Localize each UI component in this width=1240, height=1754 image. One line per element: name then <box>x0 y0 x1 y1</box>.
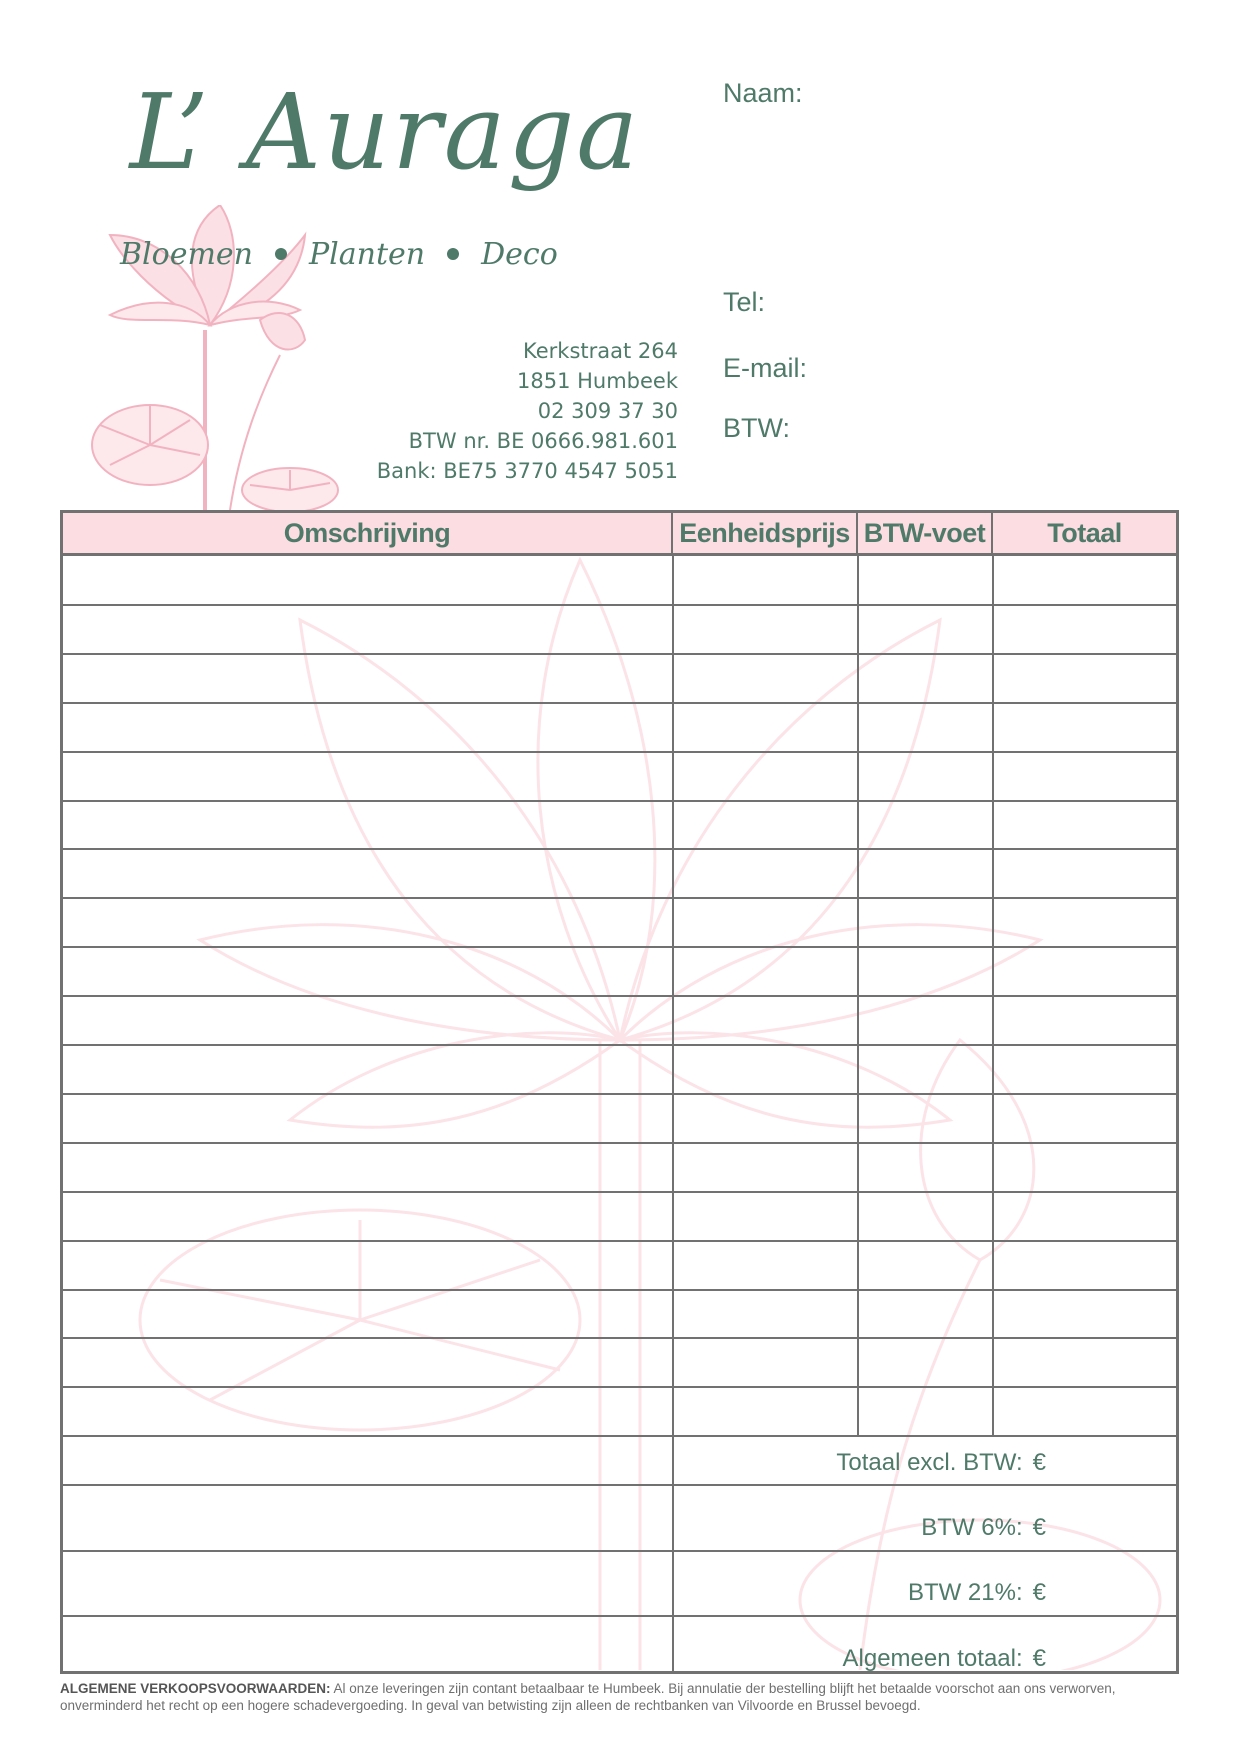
table-row[interactable] <box>63 947 1176 996</box>
table-row[interactable] <box>63 1045 1176 1094</box>
table-row[interactable] <box>63 654 1176 703</box>
currency-symbol: € <box>1032 1645 1046 1672</box>
vat6-text: BTW 6%: <box>921 1514 1023 1541</box>
company-vat: BTW nr. BE 0666.981.601 <box>408 429 678 453</box>
company-bank: Bank: BE75 3770 4547 5051 <box>376 459 678 483</box>
table-row[interactable] <box>63 1094 1176 1143</box>
table-row[interactable] <box>63 1192 1176 1241</box>
client-vat-label: BTW: <box>723 413 790 443</box>
invoice-table <box>60 510 1179 1674</box>
table-header <box>63 513 1176 556</box>
company-city: 1851 Humbeek <box>516 369 678 393</box>
grand-total-text: Algemeen totaal: <box>842 1645 1023 1672</box>
company-phone: 02 309 37 30 <box>537 399 678 423</box>
total-excl-label <box>836 1449 1046 1477</box>
table-row[interactable] <box>63 752 1176 801</box>
company-logo <box>80 71 690 280</box>
header-omschrijving: Omschrijving <box>63 513 673 553</box>
vat6-label <box>921 1514 1046 1542</box>
company-street: Kerkstraat 264 <box>523 339 678 363</box>
vat21-label <box>908 1579 1046 1607</box>
logo-tagline <box>120 236 620 272</box>
table-row[interactable] <box>63 898 1176 947</box>
company-details <box>340 336 678 486</box>
bullet-icon <box>275 248 287 260</box>
column-divider <box>857 556 859 1436</box>
tagline-bloemen: Bloemen <box>120 236 253 272</box>
table-row[interactable] <box>63 996 1176 1045</box>
total-excl-text: Totaal excl. BTW: <box>836 1449 1023 1476</box>
table-row[interactable] <box>63 1290 1176 1339</box>
client-tel-label: Tel: <box>723 287 766 317</box>
currency-symbol: € <box>1032 1579 1046 1606</box>
currency-symbol: € <box>1032 1449 1046 1476</box>
tagline-deco: Deco <box>481 236 558 272</box>
table-row[interactable] <box>63 849 1176 898</box>
table-row[interactable] <box>63 1387 1176 1436</box>
currency-symbol: € <box>1032 1514 1046 1541</box>
client-name-label: Naam: <box>723 78 803 108</box>
logo-name: L’ Auraga <box>129 71 641 193</box>
terms-heading: ALGEMENE VERKOOPSVOORWAARDEN: <box>60 1681 331 1696</box>
table-row[interactable] <box>63 1241 1176 1290</box>
header-totaal: Totaal <box>1047 517 1122 548</box>
column-divider <box>672 556 674 1671</box>
table-row[interactable] <box>63 605 1176 654</box>
table-row[interactable] <box>63 801 1176 850</box>
tagline-planten: Planten <box>308 236 426 272</box>
header-eenheidsprijs: Eenheidsprijs <box>673 513 858 553</box>
table-row[interactable] <box>63 556 1176 605</box>
grand-total-label <box>843 1645 1046 1673</box>
totals-divider <box>63 1550 1176 1552</box>
totals-divider <box>63 1484 1176 1486</box>
header-btw-voet: BTW-voet <box>858 513 993 553</box>
terms-and-conditions <box>60 1680 1185 1714</box>
client-email-label: E-mail: <box>723 353 808 383</box>
table-row[interactable] <box>63 1338 1176 1387</box>
table-row[interactable] <box>63 703 1176 752</box>
column-divider <box>992 556 994 1436</box>
bullet-icon <box>447 248 459 260</box>
totals-divider <box>63 1615 1176 1617</box>
table-row[interactable] <box>63 1143 1176 1192</box>
terms-text: Al onze leveringen zijn contant betaalbaar te Humbeek. Bij annulatie der bestelling blijft het betaalde voorschot aan ons verworven, onverminderd het recht op een hogere schadevergoeding. In geval van betwisting zijn alleen de rechtbanken van Vilvoorde en Brussel bevoegd. <box>60 1681 1116 1713</box>
vat21-text: BTW 21%: <box>907 1579 1023 1606</box>
